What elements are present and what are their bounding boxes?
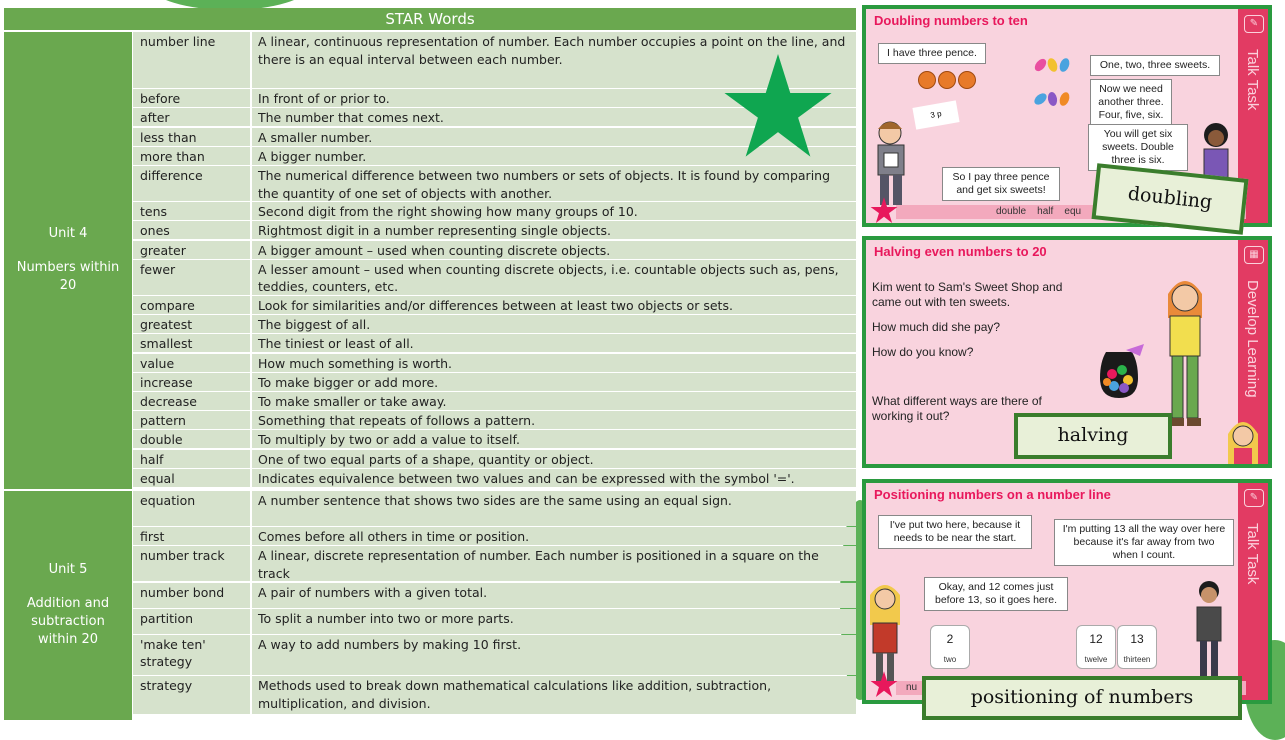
- table-row: [133, 527, 856, 545]
- row-definition: To split a number into two or more parts.: [252, 609, 856, 634]
- row-definition: Look for similarities and/or differences between at least two objects or sets.: [252, 296, 856, 314]
- row-definition: Comes before all others in time or position.: [252, 527, 856, 545]
- row-definition: A smaller number.: [252, 128, 856, 146]
- table-row: [133, 676, 856, 714]
- row-definition: Indicates equivalence between two values and can be expressed with the symbol '='.: [252, 469, 856, 487]
- number-card-digit: 13: [1130, 632, 1144, 646]
- row-term: smallest: [133, 334, 250, 352]
- bubble-three-pence: I have three pence.: [878, 43, 986, 64]
- row-term: equal: [133, 469, 250, 487]
- row-definition: A bigger number.: [252, 147, 856, 165]
- row-definition: A lesser amount – used when counting discrete objects, i.e. countable objects such as, pens, teddies, counters, etc.: [252, 260, 856, 295]
- slide3-sidebar-text: Talk Task: [1244, 523, 1261, 585]
- number-card-word: twelve: [1084, 655, 1108, 664]
- label-halving: halving: [1014, 413, 1172, 459]
- unit5-subject: Addition and subtraction within 20: [26, 596, 110, 647]
- table-row: [133, 202, 856, 220]
- table-row: [133, 315, 856, 333]
- number-card: [1117, 625, 1157, 669]
- row-definition: The biggest of all.: [252, 315, 856, 333]
- row-definition: One of two equal parts of a shape, quantity or object.: [252, 450, 856, 468]
- number-card-digit: 12: [1089, 632, 1103, 646]
- row-term: decrease: [133, 392, 250, 410]
- coin-label-card: 3 p: [912, 100, 959, 129]
- row-term: difference: [133, 166, 250, 201]
- row-term: ones: [133, 221, 250, 239]
- slide1-heading: Doubling numbers to ten: [874, 13, 1028, 28]
- speech-bubbles-icon: ✎: [1244, 15, 1264, 33]
- row-definition: A linear, continuous representation of number. Each number occupies a point on the line, and there is an equal interval between each number.: [252, 32, 856, 88]
- row-definition: To make bigger or add more.: [252, 373, 856, 391]
- slide1-footer: double half equ: [896, 205, 1246, 219]
- table-row: [133, 221, 856, 239]
- number-card-word: two: [943, 655, 957, 664]
- row-term: number bond: [133, 583, 250, 608]
- row-term: value: [133, 354, 250, 372]
- row-term: greatest: [133, 315, 250, 333]
- bubble-12-before-13: Okay, and 12 comes just before 13, so it goes here.: [924, 577, 1068, 611]
- slide2-paragraph-3: How do you know?: [872, 345, 974, 359]
- row-term: before: [133, 89, 250, 107]
- row-definition: How much something is worth.: [252, 354, 856, 372]
- bubble-so-i-pay: So I pay three pence and get six sweets!: [942, 167, 1060, 201]
- label-doubling: doubling: [1091, 163, 1248, 235]
- row-definition: The number that comes next.: [252, 108, 856, 126]
- row-definition: A bigger amount – used when counting discrete objects.: [252, 241, 856, 259]
- row-definition: Second digit from the right showing how many groups of 10.: [252, 202, 856, 220]
- row-definition: To make smaller or take away.: [252, 392, 856, 410]
- table-row: [133, 334, 856, 352]
- table-row: [133, 373, 856, 391]
- table-row: [133, 411, 856, 429]
- table-row: [133, 491, 856, 526]
- bubble-one-two-three: One, two, three sweets.: [1090, 55, 1220, 76]
- unit4-subject: Numbers within 20: [16, 260, 120, 293]
- unit5-label: Unit 5: [48, 562, 88, 577]
- bubble-double-three: You will get six sweets. Double three is six.: [1088, 124, 1188, 171]
- star-icon: [722, 54, 834, 160]
- small-girl-character-icon: [1226, 414, 1260, 466]
- row-definition: Rightmost digit in a number representing single objects.: [252, 221, 856, 239]
- table-row: [133, 469, 856, 487]
- slide2-paragraph-2: How much did she pay?: [872, 320, 1001, 334]
- unit4-cell: [4, 32, 132, 489]
- row-term: double: [133, 430, 250, 448]
- row-definition: The numerical difference between two numbers or sets of objects. It is found by comparing the quantity of one set of objects with another.: [252, 166, 856, 201]
- row-definition: Methods used to break down mathematical calculations like addition, subtraction, multiplication, and division.: [252, 676, 856, 714]
- slide-positioning: [862, 479, 1272, 704]
- bubble-put-two-here: I've put two here, because it needs to be near the start.: [878, 515, 1032, 549]
- slide1-sidebar-text: Talk Task: [1244, 49, 1261, 111]
- star-icon: [870, 197, 898, 224]
- table-row: [133, 392, 856, 410]
- row-term: number line: [133, 32, 250, 88]
- speech-bubbles-icon: ✎: [1244, 489, 1264, 507]
- slide2-paragraph-4: What different ways are there of working it out?: [872, 394, 1042, 423]
- table-title: STAR Words: [4, 8, 856, 30]
- row-definition: A linear, discrete representation of number. Each number is positioned in a square on the track: [252, 546, 856, 581]
- row-definition: The tiniest or least of all.: [252, 334, 856, 352]
- sweets-icons-row1: [1036, 57, 1069, 76]
- number-card: [1076, 625, 1116, 669]
- slide3-footer: nu: [896, 681, 1246, 695]
- unit5-cell: [4, 491, 132, 720]
- slide3-sidebar: [1238, 483, 1268, 700]
- row-term: half: [133, 450, 250, 468]
- unit4-label: Unit 4: [48, 226, 88, 241]
- row-definition: A number sentence that shows two sides are the same using an equal sign.: [252, 491, 856, 526]
- table-row: [133, 450, 856, 468]
- number-card-digit: 2: [946, 632, 954, 646]
- table-row: [133, 296, 856, 314]
- row-term: after: [133, 108, 250, 126]
- table-row: [133, 635, 856, 675]
- slide3-heading: Positioning numbers on a number line: [874, 487, 1111, 502]
- table-row: [133, 583, 856, 608]
- row-term: greater: [133, 241, 250, 259]
- table-row: [133, 260, 856, 295]
- row-definition: A way to add numbers by making 10 first.: [252, 635, 856, 675]
- sweet-bag-icon: [1092, 342, 1146, 400]
- table-row: [133, 430, 856, 448]
- building-icon: ▦: [1244, 246, 1264, 264]
- slide2-heading: Halving even numbers to 20: [874, 244, 1047, 259]
- row-term: less than: [133, 128, 250, 146]
- row-definition: A pair of numbers with a given total.: [252, 583, 856, 608]
- number-card-word: thirteen: [1123, 655, 1151, 664]
- row-term: more than: [133, 147, 250, 165]
- number-card: [930, 625, 970, 669]
- bubble-another-three: Now we need another three. Four, five, six.: [1090, 79, 1172, 126]
- boy-character-icon: [1192, 579, 1226, 689]
- row-term: equation: [133, 491, 250, 526]
- bubble-putting-13: I'm putting 13 all the way over here because it's far away from two when I count.: [1054, 519, 1234, 566]
- row-definition: To multiply by two or add a value to itself.: [252, 430, 856, 448]
- star-words-table: [4, 8, 856, 720]
- star-icon: [870, 671, 898, 698]
- table-row: [133, 241, 856, 259]
- table-row: [133, 354, 856, 372]
- row-term: increase: [133, 373, 250, 391]
- table-row: [133, 546, 856, 581]
- slide2-paragraph-1: Kim went to Sam's Sweet Shop and came out with ten sweets.: [872, 280, 1063, 309]
- slide2-sidebar-text: Develop Learning: [1244, 280, 1261, 398]
- row-term: strategy: [133, 676, 250, 714]
- row-definition: Something that repeats of follows a pattern.: [252, 411, 856, 429]
- label-positioning-of-numbers: positioning of numbers: [922, 676, 1242, 720]
- kim-character-icon: [1162, 274, 1208, 434]
- table-row: [133, 166, 856, 201]
- row-term: pattern: [133, 411, 250, 429]
- table-row: [133, 609, 856, 634]
- row-term: compare: [133, 296, 250, 314]
- row-term: fewer: [133, 260, 250, 295]
- row-term: 'make ten' strategy: [133, 635, 250, 675]
- row-definition: In front of or prior to.: [252, 89, 856, 107]
- row-term: tens: [133, 202, 250, 220]
- row-term: number track: [133, 546, 250, 581]
- coin-icons: [918, 71, 976, 93]
- row-term: partition: [133, 609, 250, 634]
- sweets-icons-row2: [1036, 91, 1069, 110]
- row-term: first: [133, 527, 250, 545]
